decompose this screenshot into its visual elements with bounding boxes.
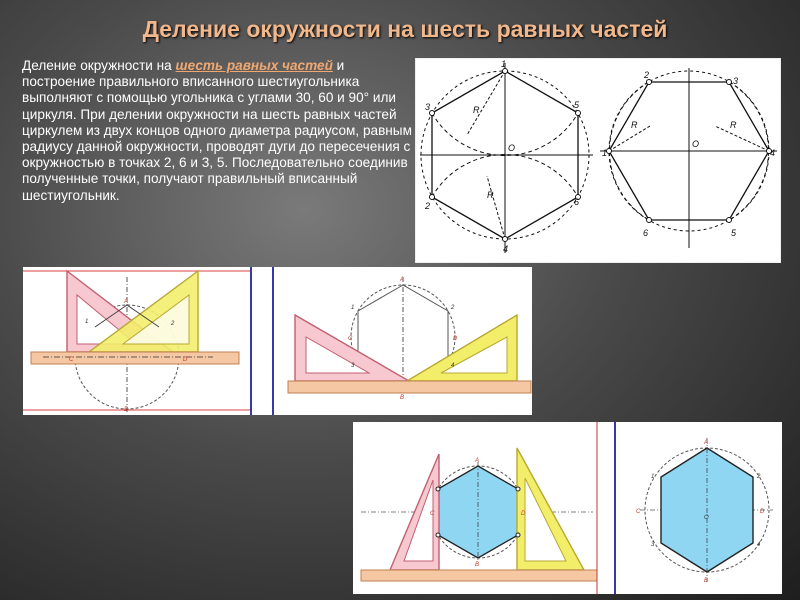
- body-paragraph: [22, 58, 414, 204]
- fig1-left-radius-top: R: [473, 105, 480, 115]
- fig2-right-label-1: 1: [351, 305, 355, 311]
- fig2-right-label-3: 3: [351, 363, 355, 369]
- fig3-right-label-1: 1: [651, 474, 655, 480]
- fig1-left-center: O: [508, 143, 516, 153]
- set-square-construction-figure: [23, 267, 532, 415]
- slide-title: Деление окружности на шесть равных частей: [142, 16, 668, 42]
- fig2-right-label-B: B: [400, 395, 405, 401]
- fig2-left-label-D: D: [183, 357, 188, 363]
- fig1-left-label-1: 1: [501, 59, 507, 69]
- fig2-right-label-4: 4: [451, 363, 455, 369]
- fig3-right-label-C: C: [636, 509, 641, 515]
- text-after: и построение правильного вписанного шестиугольника выполняют с помощью угольника с углами 30, 60 и 90° или циркуля. При делении окружности на шесть равных частей циркулем из двух концов одного диаметра радиусом, равным радиусу данной окружности, проводят дуги до пересечения с окружностью в точках 2, 6 и 3, 5. Последовательно соединив полученные точки, получают правильный вписанный шестиугольник.: [22, 58, 412, 203]
- fig1-right-label-1: 1: [602, 148, 608, 158]
- fig3-right-label-3: 3: [651, 542, 655, 548]
- fig1-right-label-5: 5: [731, 228, 737, 238]
- fig1-right-label-6: 6: [643, 228, 649, 238]
- fig1-left-label-3: 3: [425, 102, 431, 112]
- fig3-left-label-D: D: [521, 511, 526, 517]
- fig2-right-label-C: C: [348, 336, 353, 342]
- fig2-left-label-B: B: [124, 407, 129, 413]
- fig1-right-radius-right: R: [730, 120, 737, 130]
- fig1-right-label-4: 4: [770, 148, 776, 158]
- fig2-left-label-A: A: [124, 299, 129, 305]
- fig1-left-radius-bottom: R: [487, 190, 494, 200]
- fig2-right-label-D: D: [453, 336, 458, 342]
- fig1-left-label-5: 5: [574, 100, 580, 110]
- fig3-left-label-C: C: [430, 511, 435, 517]
- fig3-right-label-2: 2: [757, 474, 761, 480]
- fig1-left-label-4: 4: [503, 244, 509, 254]
- set-square-step-1: [23, 271, 251, 412]
- fig1-right-label-3: 3: [733, 76, 739, 86]
- hexagon-division-link[interactable]: шесть равных частей: [175, 58, 333, 73]
- fig3-left-label-B: B: [475, 562, 480, 568]
- text-before: Деление окружности на: [22, 58, 176, 73]
- fig2-right-label-A: A: [400, 277, 405, 283]
- fig1-right-label-2: 2: [644, 70, 650, 80]
- hexagon-result: [640, 438, 773, 582]
- fig1-right-center: O: [692, 139, 700, 149]
- compass-construction-figure: [415, 58, 781, 263]
- fig2-left-label-C: C: [69, 357, 74, 363]
- fig3-right-label-4: 4: [757, 542, 761, 548]
- fig1-right-radius-left: R: [631, 120, 638, 130]
- set-square-step-2: [288, 277, 531, 393]
- fig1-left-label-2: 2: [425, 201, 431, 211]
- fig1-left-label-6: 6: [574, 197, 580, 207]
- fig3-right-center: O: [704, 515, 709, 521]
- fig3-left-label-A: A: [475, 458, 480, 464]
- fig2-left-label-2: 2: [171, 321, 175, 327]
- fig3-right-label-A: A: [704, 440, 709, 446]
- inscribed-hexagon-figure: [353, 422, 782, 594]
- fig3-right-label-D: D: [760, 509, 765, 515]
- fig3-right-label-B: B: [704, 578, 709, 584]
- fig2-left-label-1: 1: [85, 319, 89, 325]
- fig2-right-label-2: 2: [451, 305, 455, 311]
